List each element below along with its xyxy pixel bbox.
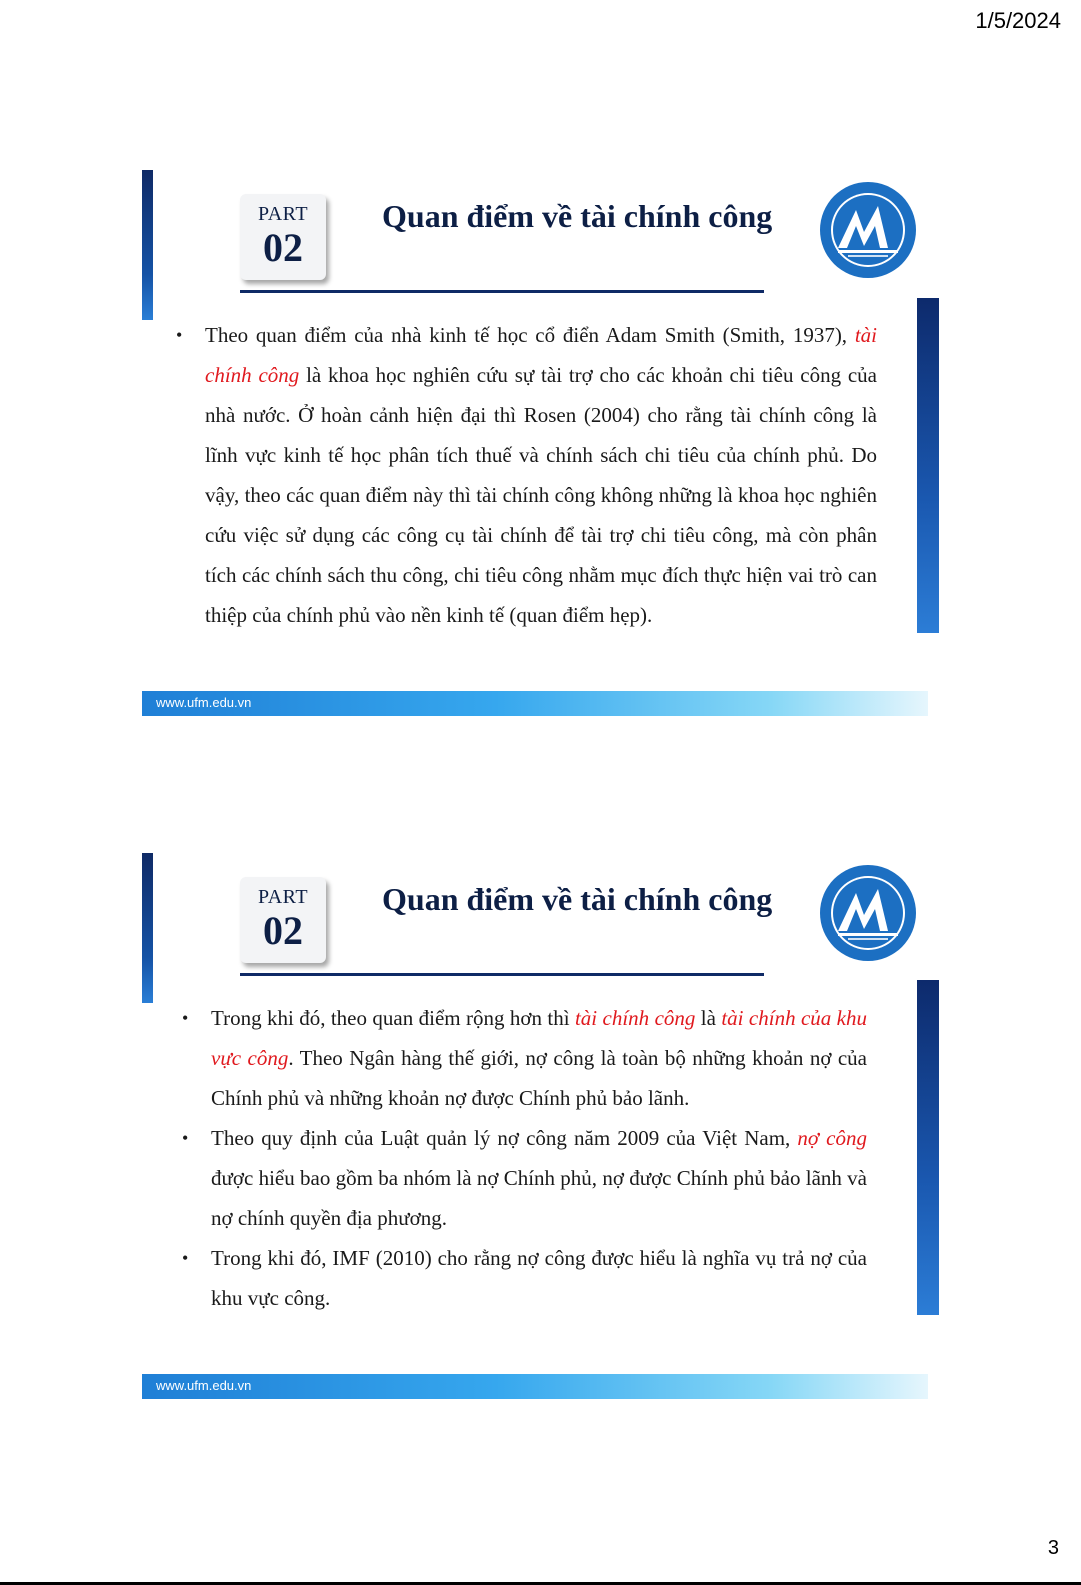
bullet-text: là (695, 1006, 722, 1030)
left-accent-bar (142, 170, 153, 320)
footer-band (142, 691, 928, 716)
bullet-text: Trong khi đó, theo quan điểm rộng hơn thì (211, 1006, 575, 1030)
title-underline (240, 973, 764, 976)
emphasis-term: nợ công (797, 1126, 867, 1150)
bullet-text: Trong khi đó, IMF (2010) cho rằng nợ công được hiểu là nghĩa vụ trả nợ của khu vực công. (211, 1246, 867, 1310)
part-number: 02 (263, 908, 303, 953)
bullet-item (142, 1238, 867, 1318)
emphasis-term: tài chính công (574, 1006, 696, 1030)
emphasis-term: tài chính công (205, 323, 877, 387)
footer-url: www.ufm.edu.vn (156, 1378, 252, 1393)
left-accent-bar (142, 853, 153, 1003)
part-label: PART (257, 886, 309, 908)
right-accent-bar (917, 980, 939, 1315)
bullet-text: . Theo Ngân hàng thế giới, nợ công là toàn bộ những khoản nợ của Chính phủ và những khoản nợ được Chính phủ bảo lãnh. (211, 1046, 867, 1110)
bullet-item (142, 315, 877, 635)
bullet-text: được hiểu bao gồm ba nhóm là nợ Chính phủ, nợ được Chính phủ bảo lãnh và nợ chính quyền địa phương. (211, 1166, 867, 1230)
bullet-item (142, 998, 867, 1118)
page-date: 1/5/2024 (975, 8, 1061, 33)
title-underline (240, 290, 764, 293)
page-number: 3 (1047, 1537, 1059, 1559)
part-badge (240, 194, 326, 280)
right-accent-bar (917, 298, 939, 633)
part-label: PART (257, 203, 309, 225)
footer-url: www.ufm.edu.vn (156, 695, 252, 710)
bullet-text: Theo quan điểm của nhà kinh tế học cổ điển Adam Smith (Smith, 1937), (205, 323, 855, 347)
footer-band (142, 1374, 928, 1399)
part-badge (240, 877, 326, 963)
bullet-item (142, 1118, 867, 1238)
slide-title: Quan điểm về tài chính công (382, 881, 773, 917)
slide-title: Quan điểm về tài chính công (382, 198, 773, 234)
ufm-logo-icon (818, 863, 918, 963)
slide-2 (142, 853, 939, 1399)
emphasis-term: tài chính của khu vực công (211, 1006, 867, 1070)
part-number: 02 (263, 225, 303, 270)
ufm-logo-icon (818, 180, 918, 280)
slide-1 (142, 170, 939, 716)
bullet-text: Theo quy định của Luật quản lý nợ công năm 2009 của Việt Nam, (211, 1126, 798, 1150)
bullet-text: là khoa học nghiên cứu sự tài trợ cho các khoản chi tiêu công của nhà nước. Ở hoàn cảnh hiện đại thì Rosen (2004) cho rằng tài chính công là lĩnh vực kinh tế học phân tích thuế và chính sách chi tiêu của chính phủ. Do vậy, theo các quan điểm này thì tài chính công không những là khoa học nghiên cứu việc sử dụng các công cụ tài chính để tài trợ chi tiêu công, mà còn phân tích các chính sách thu công, chi tiêu công nhằm mục đích thực hiện vai trò can thiệp của chính phủ vào nền kinh tế (quan điểm hẹp). (205, 363, 878, 627)
slide-content (142, 315, 877, 635)
slide-content (142, 998, 867, 1318)
